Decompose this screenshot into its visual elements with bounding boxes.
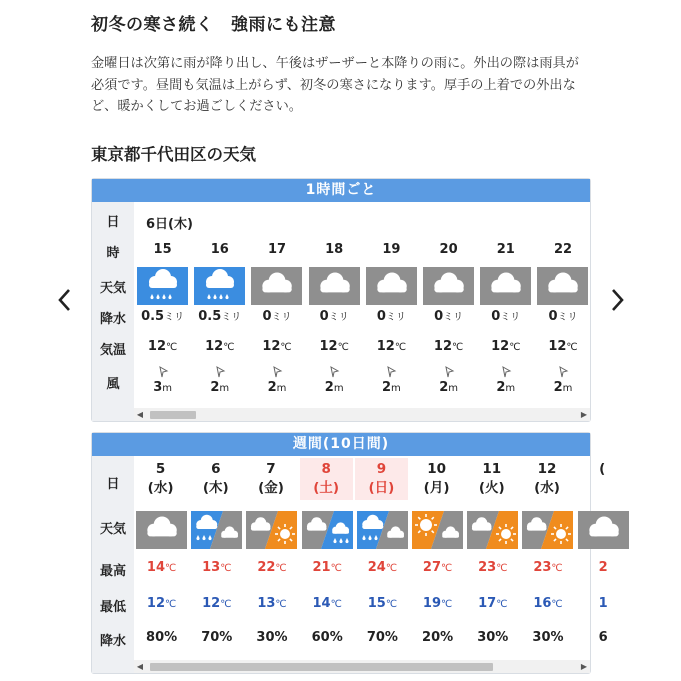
wind-unit: m <box>391 383 401 394</box>
precip-amount: 0.5 <box>141 309 165 324</box>
high-number: 22 <box>257 560 276 575</box>
precip-value <box>477 308 534 324</box>
temp-value <box>134 339 191 354</box>
hour-label: 16 <box>210 242 229 257</box>
scroll-left-icon[interactable]: ◀ <box>136 410 144 419</box>
temp-unit: ℃ <box>385 599 398 610</box>
day-header <box>300 458 353 500</box>
low-number: 14 <box>312 596 331 611</box>
wind-unit: m <box>448 383 458 394</box>
low-number: 19 <box>422 596 442 611</box>
hourly-cells <box>134 202 590 408</box>
precip-probability: 30% <box>532 630 564 645</box>
temp-unit: ℃ <box>220 599 232 610</box>
rain-icon <box>137 267 188 305</box>
wind-arrow-icon <box>477 366 534 378</box>
temp-unit: ℃ <box>441 599 453 610</box>
label-temp: 気温 <box>99 343 126 358</box>
weekly-forecast-panel <box>91 432 608 674</box>
precip-value <box>134 308 191 324</box>
cloudy-then-rain-icon <box>302 511 353 549</box>
scroll-right-icon[interactable]: ▶ <box>580 662 588 671</box>
wind-number: 2 <box>381 380 392 395</box>
label-day: 日 <box>106 477 120 492</box>
low-temp <box>189 596 244 611</box>
precip-probability: 20% <box>422 630 454 645</box>
hourly-header: 1時間ごと <box>92 179 590 202</box>
weekly-cells <box>134 456 608 660</box>
precip-value <box>363 308 420 324</box>
hourly-label-column <box>92 202 134 421</box>
chevron-right-icon[interactable] <box>606 286 628 314</box>
cloudy-icon <box>480 267 531 305</box>
wind-speed <box>191 380 248 395</box>
wind-unit: m <box>162 383 172 394</box>
label-precip: 降水 <box>99 634 126 649</box>
precip-unit: ミリ <box>271 312 292 323</box>
precip-amount: 0 <box>319 309 329 324</box>
high-temp <box>134 560 189 575</box>
wind-speed <box>306 380 363 395</box>
precip-unit: ミリ <box>443 312 464 323</box>
wind-unit: m <box>276 383 287 394</box>
day-date: 12 <box>537 461 557 477</box>
low-number: 15 <box>367 596 386 611</box>
temp-value <box>306 339 363 354</box>
high-temp <box>244 560 299 575</box>
precip-amount: 0.5 <box>198 309 222 324</box>
day-header <box>244 458 297 500</box>
wind-number: 2 <box>210 380 220 395</box>
precip-amount: 0 <box>434 309 444 324</box>
high-temp <box>520 560 575 575</box>
precip-amount: 0 <box>548 309 558 324</box>
scroll-left-icon[interactable]: ◀ <box>136 662 144 671</box>
wind-speed <box>477 380 534 395</box>
day-of-week: (水) <box>534 480 560 496</box>
precip-amount: 0 <box>262 309 272 324</box>
wind-unit: m <box>333 383 344 394</box>
day-of-week: (火) <box>478 480 505 496</box>
day-of-week: (金) <box>258 480 284 496</box>
hour-label: 20 <box>439 242 458 257</box>
weekly-scrollbar[interactable] <box>134 660 590 673</box>
high-temp <box>410 560 465 575</box>
day-date: 5 <box>155 461 166 477</box>
wind-speed <box>363 380 420 395</box>
low-number: 13 <box>257 596 276 611</box>
wind-arrow-icon <box>534 366 591 378</box>
hourly-forecast-panel <box>91 178 591 422</box>
temp-unit: ℃ <box>385 563 398 574</box>
precip-value <box>534 308 591 324</box>
label-wind: 風 <box>106 377 120 392</box>
high-number: 23 <box>478 560 497 575</box>
high-number: 21 <box>312 560 331 575</box>
cloudy-then-sunny-icon <box>467 511 518 549</box>
high-number: 24 <box>367 560 386 575</box>
high-number: 14 <box>146 560 166 575</box>
precip-unit: ミリ <box>328 312 349 323</box>
low-number: 12 <box>146 596 166 611</box>
temp-number: 12 <box>548 339 567 354</box>
low-number: 16 <box>533 596 552 611</box>
day-header <box>465 458 518 500</box>
temp-unit: ℃ <box>223 342 235 353</box>
wind-number: 2 <box>553 380 563 395</box>
temp-number: 12 <box>262 339 281 354</box>
temp-unit: ℃ <box>496 599 508 610</box>
day-date: 11 <box>482 461 502 477</box>
temp-number: 12 <box>319 339 338 354</box>
precip-probability: 70% <box>366 630 398 645</box>
wind-speed <box>534 380 591 395</box>
low-temp <box>410 596 465 611</box>
low-temp <box>300 596 355 611</box>
scroll-right-icon[interactable]: ▶ <box>580 410 588 419</box>
day-header <box>355 458 408 500</box>
rain-then-cloudy-icon <box>191 511 242 549</box>
precip-value <box>191 308 248 324</box>
temp-unit: ℃ <box>166 342 178 353</box>
hourly-scrollbar[interactable] <box>134 408 590 421</box>
hourly-scroll-thumb[interactable] <box>150 411 196 419</box>
temp-value <box>420 339 477 354</box>
hourly-day: 6日(木) <box>146 217 193 232</box>
temp-unit: ℃ <box>441 563 453 574</box>
weekly-header: 週間(10日間) <box>92 433 590 456</box>
precip-probability: 60% <box>311 630 343 645</box>
low-number: 12 <box>202 596 221 611</box>
low-temp <box>134 596 189 611</box>
precip-probability: 6 <box>598 630 608 645</box>
temp-value <box>363 339 420 354</box>
cloudy-icon <box>136 511 187 549</box>
hour-label: 22 <box>553 242 573 257</box>
label-weather: 天気 <box>99 522 126 537</box>
hour-label: 18 <box>325 242 344 257</box>
rain-then-cloudy-icon <box>357 511 408 549</box>
day-of-week: (土) <box>313 480 340 496</box>
day-of-week: (月) <box>423 480 450 496</box>
precip-unit: ミリ <box>164 312 185 323</box>
wind-number: 3 <box>153 380 163 395</box>
high-temp <box>355 560 410 575</box>
low-temp <box>244 596 299 611</box>
precip-value <box>306 308 363 324</box>
precip-value <box>248 308 305 324</box>
temp-number: 12 <box>147 339 167 354</box>
rain-icon <box>194 267 245 305</box>
day-date: 10 <box>427 461 446 477</box>
precip-probability: 80% <box>146 630 178 645</box>
high-number: 2 <box>598 560 608 575</box>
high-temp <box>465 560 520 575</box>
wind-speed <box>420 380 477 395</box>
wind-unit: m <box>505 383 516 394</box>
label-weather: 天気 <box>99 281 126 296</box>
cloudy-icon <box>423 267 474 305</box>
chevron-left-icon[interactable] <box>54 286 76 314</box>
temp-number: 12 <box>205 339 224 354</box>
precip-unit: ミリ <box>500 312 521 323</box>
wind-speed <box>134 380 191 395</box>
wind-arrow-icon <box>248 366 305 378</box>
hour-label: 21 <box>496 242 515 257</box>
wind-arrow-icon <box>134 366 191 378</box>
temp-unit: ℃ <box>165 563 177 574</box>
cloudy-icon <box>537 267 588 305</box>
day-header <box>189 458 242 500</box>
cloudy-then-sunny-icon <box>246 511 297 549</box>
low-temp <box>576 596 631 611</box>
temp-unit: ℃ <box>275 563 287 574</box>
low-number: 17 <box>478 596 497 611</box>
day-of-week: (日) <box>368 480 395 496</box>
cloudy-then-sunny-icon <box>522 511 573 549</box>
precip-probability: 30% <box>256 630 288 645</box>
cloudy-icon <box>366 267 417 305</box>
temp-unit: ℃ <box>165 599 177 610</box>
cloudy-icon <box>578 511 629 549</box>
precip-unit: ミリ <box>385 312 406 323</box>
day-date: 6 <box>211 461 221 477</box>
high-number: 27 <box>422 560 442 575</box>
wind-speed <box>248 380 305 395</box>
temp-unit: ℃ <box>394 342 407 353</box>
lead-text: 金曜日は次第に雨が降り出し、午後はザーザーと本降りの雨に。外出の際は雨具が必須です。昼間も気温は上がらず、初冬の寒さになります。厚手の上着での外出など、暖かくしてお過ごしください。 <box>91 56 579 114</box>
wind-arrow-icon <box>363 366 420 378</box>
day-of-week: (木) <box>202 480 229 496</box>
wind-number: 2 <box>496 380 506 395</box>
high-temp <box>576 560 631 575</box>
high-temp <box>189 560 244 575</box>
temp-number: 12 <box>376 339 395 354</box>
precip-probability: 70% <box>201 630 233 645</box>
weekly-label-column <box>92 456 134 673</box>
weekly-scroll-thumb[interactable] <box>150 663 493 671</box>
wind-unit: m <box>219 383 230 394</box>
temp-unit: ℃ <box>275 599 287 610</box>
day-date: 7 <box>266 461 276 477</box>
label-low: 最低 <box>99 600 126 615</box>
day-header <box>576 458 629 500</box>
temp-number: 12 <box>491 339 510 354</box>
day-header <box>410 458 463 500</box>
precip-amount: 0 <box>376 309 386 324</box>
wind-arrow-icon <box>420 366 477 378</box>
day-header <box>134 458 187 500</box>
day-date: 8 <box>321 461 331 477</box>
headline: 初冬の寒さ続く 強雨にも注意 <box>91 15 336 35</box>
day-date: 9 <box>376 461 387 477</box>
temp-unit: ℃ <box>566 342 578 353</box>
high-number: 23 <box>533 560 552 575</box>
temp-unit: ℃ <box>330 599 342 610</box>
low-temp <box>520 596 575 611</box>
wind-arrow-icon <box>306 366 363 378</box>
temp-unit: ℃ <box>280 342 292 353</box>
hour-label: 15 <box>153 242 172 257</box>
day-of-week: ( <box>599 461 606 477</box>
temp-unit: ℃ <box>509 342 521 353</box>
label-precip: 降水 <box>99 312 126 327</box>
temp-unit: ℃ <box>551 563 563 574</box>
wind-arrow-icon <box>191 366 248 378</box>
temp-value <box>477 339 534 354</box>
temp-value <box>534 339 591 354</box>
low-number: 1 <box>598 596 608 611</box>
hour-label: 19 <box>382 242 401 257</box>
temp-unit: ℃ <box>496 563 508 574</box>
temp-unit: ℃ <box>220 563 232 574</box>
hour-label: 17 <box>267 242 287 257</box>
wind-number: 2 <box>439 380 449 395</box>
temp-unit: ℃ <box>452 342 464 353</box>
place-title: 東京都千代田区の天気 <box>91 145 256 164</box>
high-number: 13 <box>202 560 221 575</box>
precip-probability: 30% <box>477 630 509 645</box>
label-high: 最高 <box>99 564 126 579</box>
low-temp <box>355 596 410 611</box>
label-day: 日 <box>106 215 120 230</box>
temp-unit: ℃ <box>330 563 342 574</box>
sunny-then-cloudy-icon <box>412 511 463 549</box>
temp-unit: ℃ <box>551 599 563 610</box>
day-header <box>520 458 573 500</box>
wind-number: 2 <box>267 380 277 395</box>
high-temp <box>300 560 355 575</box>
low-temp <box>465 596 520 611</box>
label-hour: 時 <box>106 246 120 261</box>
temp-unit: ℃ <box>337 342 349 353</box>
day-of-week: (水) <box>147 480 174 496</box>
temp-value <box>191 339 248 354</box>
precip-amount: 0 <box>491 309 501 324</box>
precip-value <box>420 308 477 324</box>
precip-unit: ミリ <box>221 312 242 323</box>
wind-unit: m <box>562 383 573 394</box>
wind-number: 2 <box>324 380 334 395</box>
cloudy-icon <box>251 267 302 305</box>
temp-number: 12 <box>433 339 453 354</box>
precip-unit: ミリ <box>557 312 578 323</box>
cloudy-icon <box>309 267 360 305</box>
temp-value <box>248 339 305 354</box>
